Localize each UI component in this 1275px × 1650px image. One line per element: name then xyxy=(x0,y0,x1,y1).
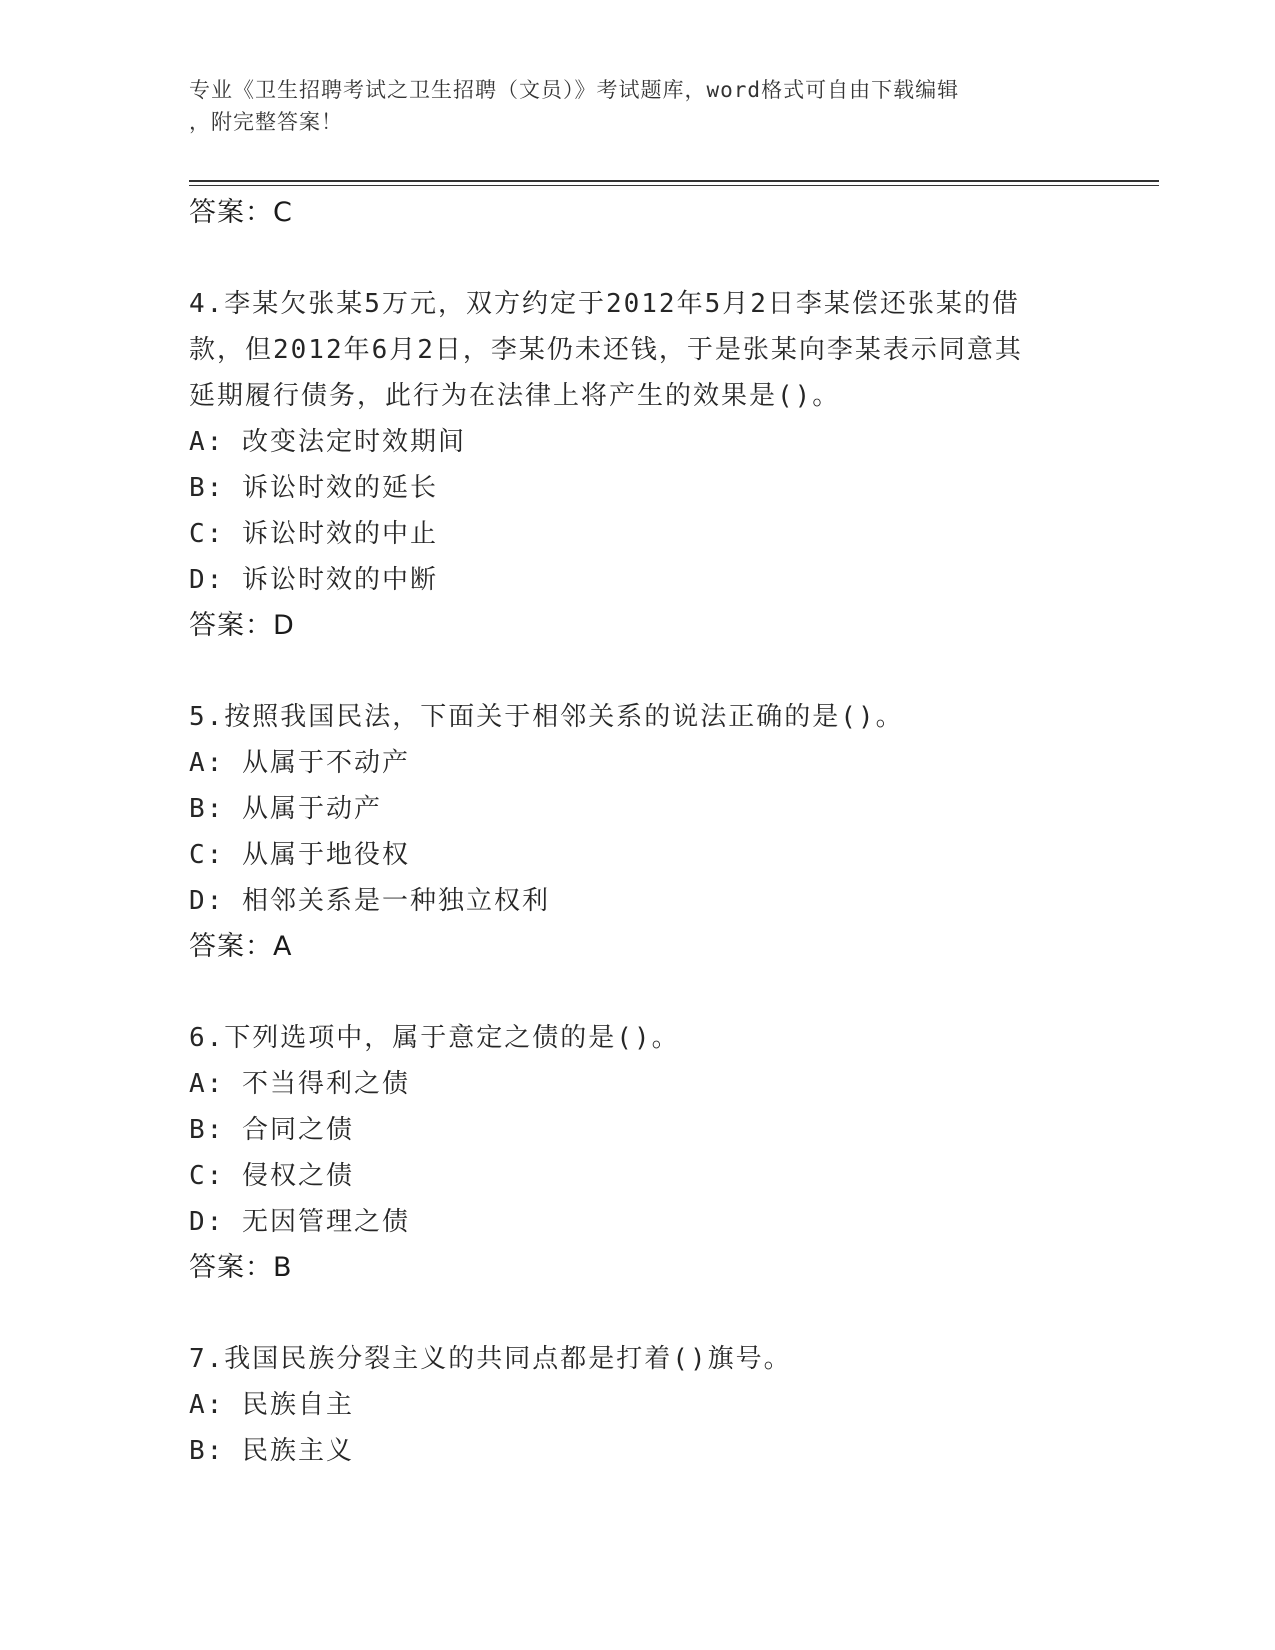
question-list xyxy=(189,190,1089,1474)
question-5-option-c: C: 从属于地役权 xyxy=(189,840,410,870)
question-6-text-line-1: 6.下列选项中，属于意定之债的是()。 xyxy=(189,1023,680,1053)
question-6-option-a: A: 不当得利之债 xyxy=(189,1069,410,1099)
question-7-option-b: B: 民族主义 xyxy=(189,1436,354,1466)
question-7-text-line-1: 7.我国民族分裂主义的共同点都是打着()旗号。 xyxy=(189,1344,792,1374)
question-6-option-d: D: 无因管理之债 xyxy=(189,1207,410,1237)
question-5-option-a: A: 从属于不动产 xyxy=(189,748,410,778)
answer-previous: 答案：C xyxy=(189,197,293,228)
question-5-option-b: B: 从属于动产 xyxy=(189,794,382,824)
spacer xyxy=(189,970,1089,1015)
document-header xyxy=(189,74,1089,138)
question-4-option-d: D: 诉讼时效的中断 xyxy=(189,565,438,595)
question-6-option-b: B: 合同之债 xyxy=(189,1115,354,1145)
question-4-text-line-1: 4.李某欠张某5万元，双方约定于2012年5月2日李某偿还张某的借 xyxy=(189,289,1020,319)
question-4-option-b: B: 诉讼时效的延长 xyxy=(189,473,438,503)
question-4-answer: 答案：D xyxy=(189,610,295,641)
question-4-option-c: C: 诉讼时效的中止 xyxy=(189,519,438,549)
header-rule-thin xyxy=(189,185,1159,186)
question-4-text-line-3: 延期履行债务，此行为在法律上将产生的效果是()。 xyxy=(189,381,841,411)
question-5-option-d: D: 相邻关系是一种独立权利 xyxy=(189,886,550,916)
question-4 xyxy=(189,281,1089,649)
question-5 xyxy=(189,694,1089,970)
question-6-option-c: C: 侵权之债 xyxy=(189,1161,354,1191)
question-5-answer: 答案：A xyxy=(189,931,293,962)
spacer xyxy=(189,1291,1089,1336)
question-5-text-line-1: 5.按照我国民法，下面关于相邻关系的说法正确的是()。 xyxy=(189,702,904,732)
question-6-answer: 答案：B xyxy=(189,1252,293,1283)
header-line-2: ，附完整答案！ xyxy=(189,110,343,134)
question-7-option-a: A: 民族自主 xyxy=(189,1390,354,1420)
question-4-option-a: A: 改变法定时效期间 xyxy=(189,427,466,457)
question-7 xyxy=(189,1336,1089,1474)
question-4-text-line-2: 款，但2012年6月2日，李某仍未还钱，于是张某向李某表示同意其 xyxy=(189,335,1023,365)
header-line-1: 专业《卫生招聘考试之卫生招聘（文员）》考试题库，word格式可自由下载编辑 xyxy=(189,78,960,102)
spacer xyxy=(189,649,1089,694)
spacer xyxy=(189,236,1089,281)
header-rule-thick xyxy=(189,180,1159,182)
question-6 xyxy=(189,1015,1089,1291)
